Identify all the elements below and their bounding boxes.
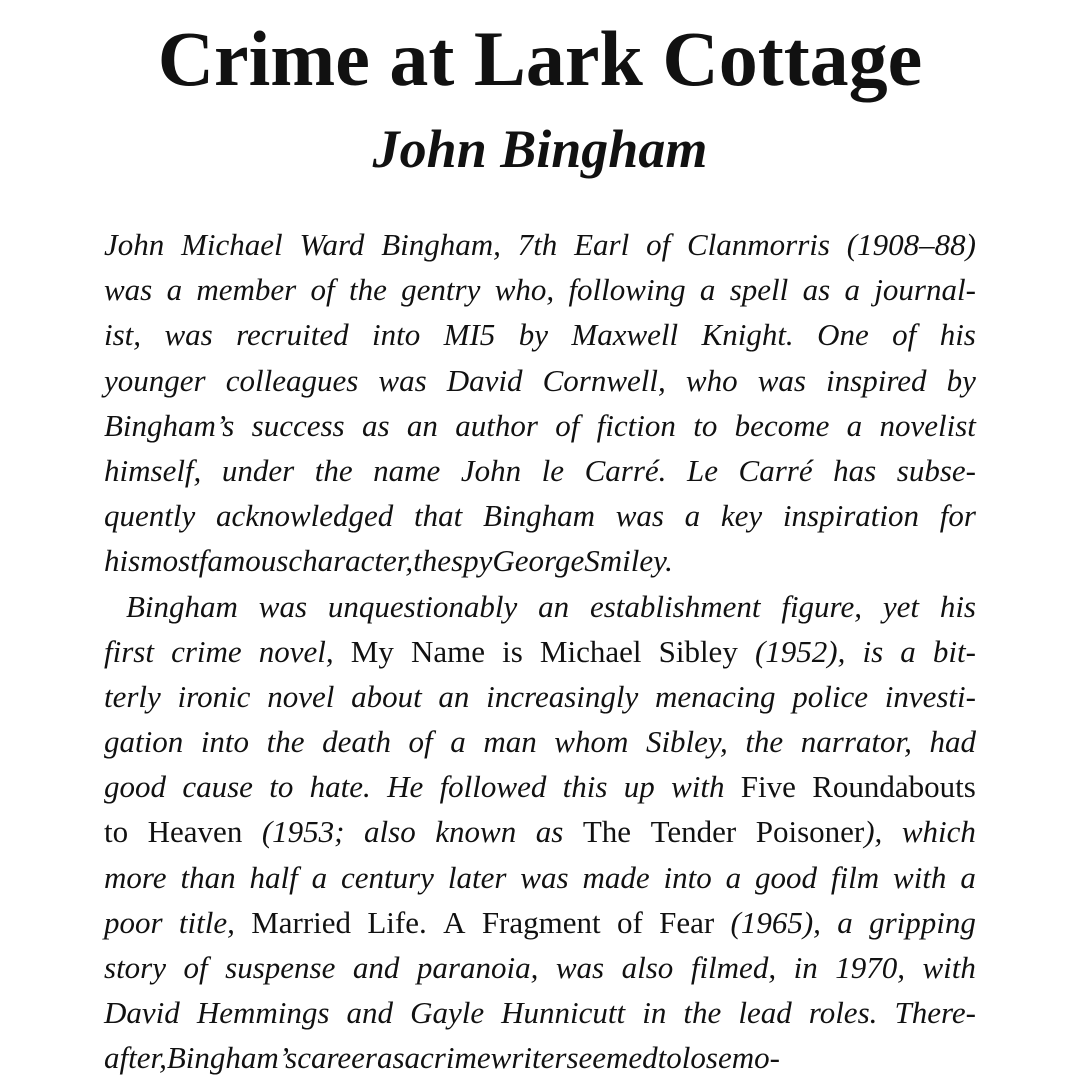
introduction-text — [104, 222, 976, 1081]
text-line: his most famous character, the spy George Smiley. — [104, 543, 673, 579]
text-line: story of suspense and paranoia, was also filmed, in 1970, with — [104, 950, 976, 985]
text-line: was a member of the gentry who, following a spell as a journal- — [104, 272, 976, 308]
book-title: Crime at Lark Cottage — [157, 15, 923, 102]
text-line: Bingham was unquestionably an establishment figure, yet his — [126, 588, 976, 624]
text-line: to Heaven (1953; also known as The Tender Poisoner), which — [104, 814, 976, 850]
text-line: poor title, Married Life. A Fragment of Fear (1965), a gripping — [104, 904, 976, 940]
text-line: quently acknowledged that Bingham was a key inspiration for — [104, 498, 976, 534]
text-line: younger colleagues was David Cornwell, who was inspired by — [104, 362, 976, 398]
text-line: good cause to hate. He followed this up with Five Roundabouts — [104, 769, 976, 805]
text-line: Bingham’s success as an author of fiction to become a novelist — [104, 407, 976, 443]
text-line: ist, was recruited into MI5 by Maxwell Knight. One of his — [104, 317, 976, 353]
text-line: more than half a century later was made into a good film with a — [104, 859, 976, 895]
text-line: John Michael Ward Bingham, 7th Earl of Clanmorris (1908–88) — [104, 227, 976, 262]
text-line: first crime novel, My Name is Michael Sibley (1952), is a bit- — [104, 633, 976, 669]
text-line: David Hemmings and Gayle Hunnicutt in the lead roles. There- — [104, 995, 976, 1031]
text-line: himself, under the name John le Carré. Le Carré has subse- — [104, 452, 976, 488]
text-line: gation into the death of a man whom Sibley, the narrator, had — [104, 724, 976, 760]
text-line: terly ironic novel about an increasingly menacing police investi- — [104, 678, 976, 714]
book-author: John Bingham — [372, 119, 708, 179]
text-line: after, Bingham’s career as a crime writer seemed to lose mo- — [104, 1040, 780, 1076]
